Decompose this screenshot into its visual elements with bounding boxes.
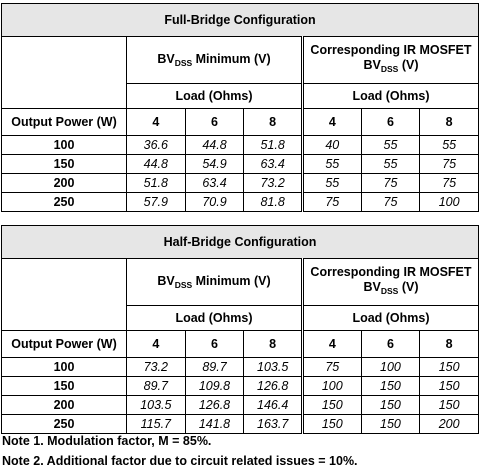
bv-min-cell: 89.7 xyxy=(127,377,186,396)
load-column-header: 8 xyxy=(420,331,479,358)
power-cell: 100 xyxy=(2,358,127,377)
table-row xyxy=(2,155,479,174)
bv-min-cell: 51.8 xyxy=(127,174,186,193)
mosfet-cell: 40 xyxy=(302,136,361,155)
bv-min-cell: 63.4 xyxy=(244,155,303,174)
mosfet-cell: 150 xyxy=(420,377,479,396)
mosfet-bv-prefix: BV xyxy=(363,280,381,294)
row-header-label: Output Power (W) xyxy=(2,109,127,136)
load-column-header: 8 xyxy=(244,109,303,136)
table-row xyxy=(2,136,479,155)
mosfet-cell: 75 xyxy=(361,193,420,212)
bv-min-cell: 103.5 xyxy=(127,396,186,415)
table-row xyxy=(2,193,479,212)
load-column-header: 8 xyxy=(420,109,479,136)
mosfet-cell: 150 xyxy=(361,377,420,396)
mosfet-cell: 150 xyxy=(420,358,479,377)
bv-min-cell: 126.8 xyxy=(185,396,244,415)
mosfet-bv-subscript: DSS xyxy=(380,286,399,296)
bv-min-cell: 36.6 xyxy=(127,136,186,155)
mosfet-cell: 75 xyxy=(361,174,420,193)
mosfet-cell: 200 xyxy=(420,415,479,434)
mosfet-cell: 100 xyxy=(420,193,479,212)
mosfet-cell: 55 xyxy=(361,155,420,174)
mosfet-bv-suffix: (V) xyxy=(398,280,419,294)
bv-min-header xyxy=(127,259,303,306)
table-row xyxy=(2,174,479,193)
blank-corner-cell xyxy=(2,259,127,331)
mosfet-bv-subscript: DSS xyxy=(380,64,399,74)
bv-min-cell: 103.5 xyxy=(244,358,303,377)
bv-min-cell: 54.9 xyxy=(185,155,244,174)
load-column-header: 4 xyxy=(302,331,361,358)
load-label: Load (Ohms) xyxy=(302,306,478,331)
mosfet-cell: 100 xyxy=(302,377,361,396)
power-cell: 250 xyxy=(2,415,127,434)
mosfet-header xyxy=(302,259,478,306)
mosfet-cell: 55 xyxy=(302,174,361,193)
table-caption: Half-Bridge Configuration xyxy=(2,226,479,259)
power-cell: 150 xyxy=(2,377,127,396)
load-column-header: 4 xyxy=(127,331,186,358)
bv-min-cell: 89.7 xyxy=(185,358,244,377)
mosfet-cell: 150 xyxy=(420,396,479,415)
mosfet-cell: 150 xyxy=(361,396,420,415)
bv-min-cell: 81.8 xyxy=(244,193,303,212)
row-header-label: Output Power (W) xyxy=(2,331,127,358)
load-label: Load (Ohms) xyxy=(127,84,303,109)
load-label: Load (Ohms) xyxy=(302,84,478,109)
bv-min-cell: 70.9 xyxy=(185,193,244,212)
load-column-header: 6 xyxy=(361,331,420,358)
bv-min-cell: 146.4 xyxy=(244,396,303,415)
table-row xyxy=(2,377,479,396)
power-cell: 200 xyxy=(2,396,127,415)
load-column-header: 4 xyxy=(127,109,186,136)
bv-min-cell: 126.8 xyxy=(244,377,303,396)
power-cell: 150 xyxy=(2,155,127,174)
bv-suffix: Minimum (V) xyxy=(192,274,271,288)
power-cell: 100 xyxy=(2,136,127,155)
load-label: Load (Ohms) xyxy=(127,306,303,331)
bv-subscript: DSS xyxy=(174,58,193,68)
note-1: Note 1. Modulation factor, M = 85%. xyxy=(2,434,212,448)
mosfet-header-line1: Corresponding IR MOSFET xyxy=(310,265,472,279)
mosfet-header-line1: Corresponding IR MOSFET xyxy=(310,43,472,57)
mosfet-cell: 150 xyxy=(361,415,420,434)
bv-prefix: BV xyxy=(157,52,175,66)
mosfet-cell: 75 xyxy=(302,358,361,377)
bv-prefix: BV xyxy=(157,274,175,288)
blank-corner-cell xyxy=(2,37,127,109)
bv-subscript: DSS xyxy=(174,280,193,290)
load-column-header: 8 xyxy=(244,331,303,358)
mosfet-cell: 100 xyxy=(361,358,420,377)
half-bridge-table xyxy=(1,225,479,434)
mosfet-bv-suffix: (V) xyxy=(398,58,419,72)
mosfet-cell: 75 xyxy=(420,155,479,174)
load-column-header: 6 xyxy=(361,109,420,136)
bv-min-cell: 73.2 xyxy=(244,174,303,193)
mosfet-bv-prefix: BV xyxy=(363,58,381,72)
bv-min-cell: 63.4 xyxy=(185,174,244,193)
bv-min-cell: 109.8 xyxy=(185,377,244,396)
load-column-header: 6 xyxy=(185,331,244,358)
power-cell: 250 xyxy=(2,193,127,212)
bv-suffix: Minimum (V) xyxy=(192,52,271,66)
bv-min-cell: 44.8 xyxy=(185,136,244,155)
full-bridge-table xyxy=(1,3,479,212)
mosfet-cell: 55 xyxy=(302,155,361,174)
mosfet-cell: 150 xyxy=(302,415,361,434)
table-row xyxy=(2,415,479,434)
mosfet-cell: 75 xyxy=(302,193,361,212)
bv-min-cell: 115.7 xyxy=(127,415,186,434)
mosfet-cell: 55 xyxy=(420,136,479,155)
mosfet-cell: 75 xyxy=(420,174,479,193)
bv-min-cell: 57.9 xyxy=(127,193,186,212)
load-column-header: 4 xyxy=(302,109,361,136)
note-2: Note 2. Additional factor due to circuit related issues = 10%. xyxy=(2,454,358,468)
table-row xyxy=(2,358,479,377)
power-cell: 200 xyxy=(2,174,127,193)
mosfet-header xyxy=(302,37,478,84)
bv-min-cell: 141.8 xyxy=(185,415,244,434)
bv-min-cell: 73.2 xyxy=(127,358,186,377)
bv-min-header xyxy=(127,37,303,84)
mosfet-cell: 55 xyxy=(361,136,420,155)
load-column-header: 6 xyxy=(185,109,244,136)
bv-min-cell: 163.7 xyxy=(244,415,303,434)
bv-min-cell: 44.8 xyxy=(127,155,186,174)
mosfet-cell: 150 xyxy=(302,396,361,415)
table-row xyxy=(2,396,479,415)
bv-min-cell: 51.8 xyxy=(244,136,303,155)
table-caption: Full-Bridge Configuration xyxy=(2,4,479,37)
